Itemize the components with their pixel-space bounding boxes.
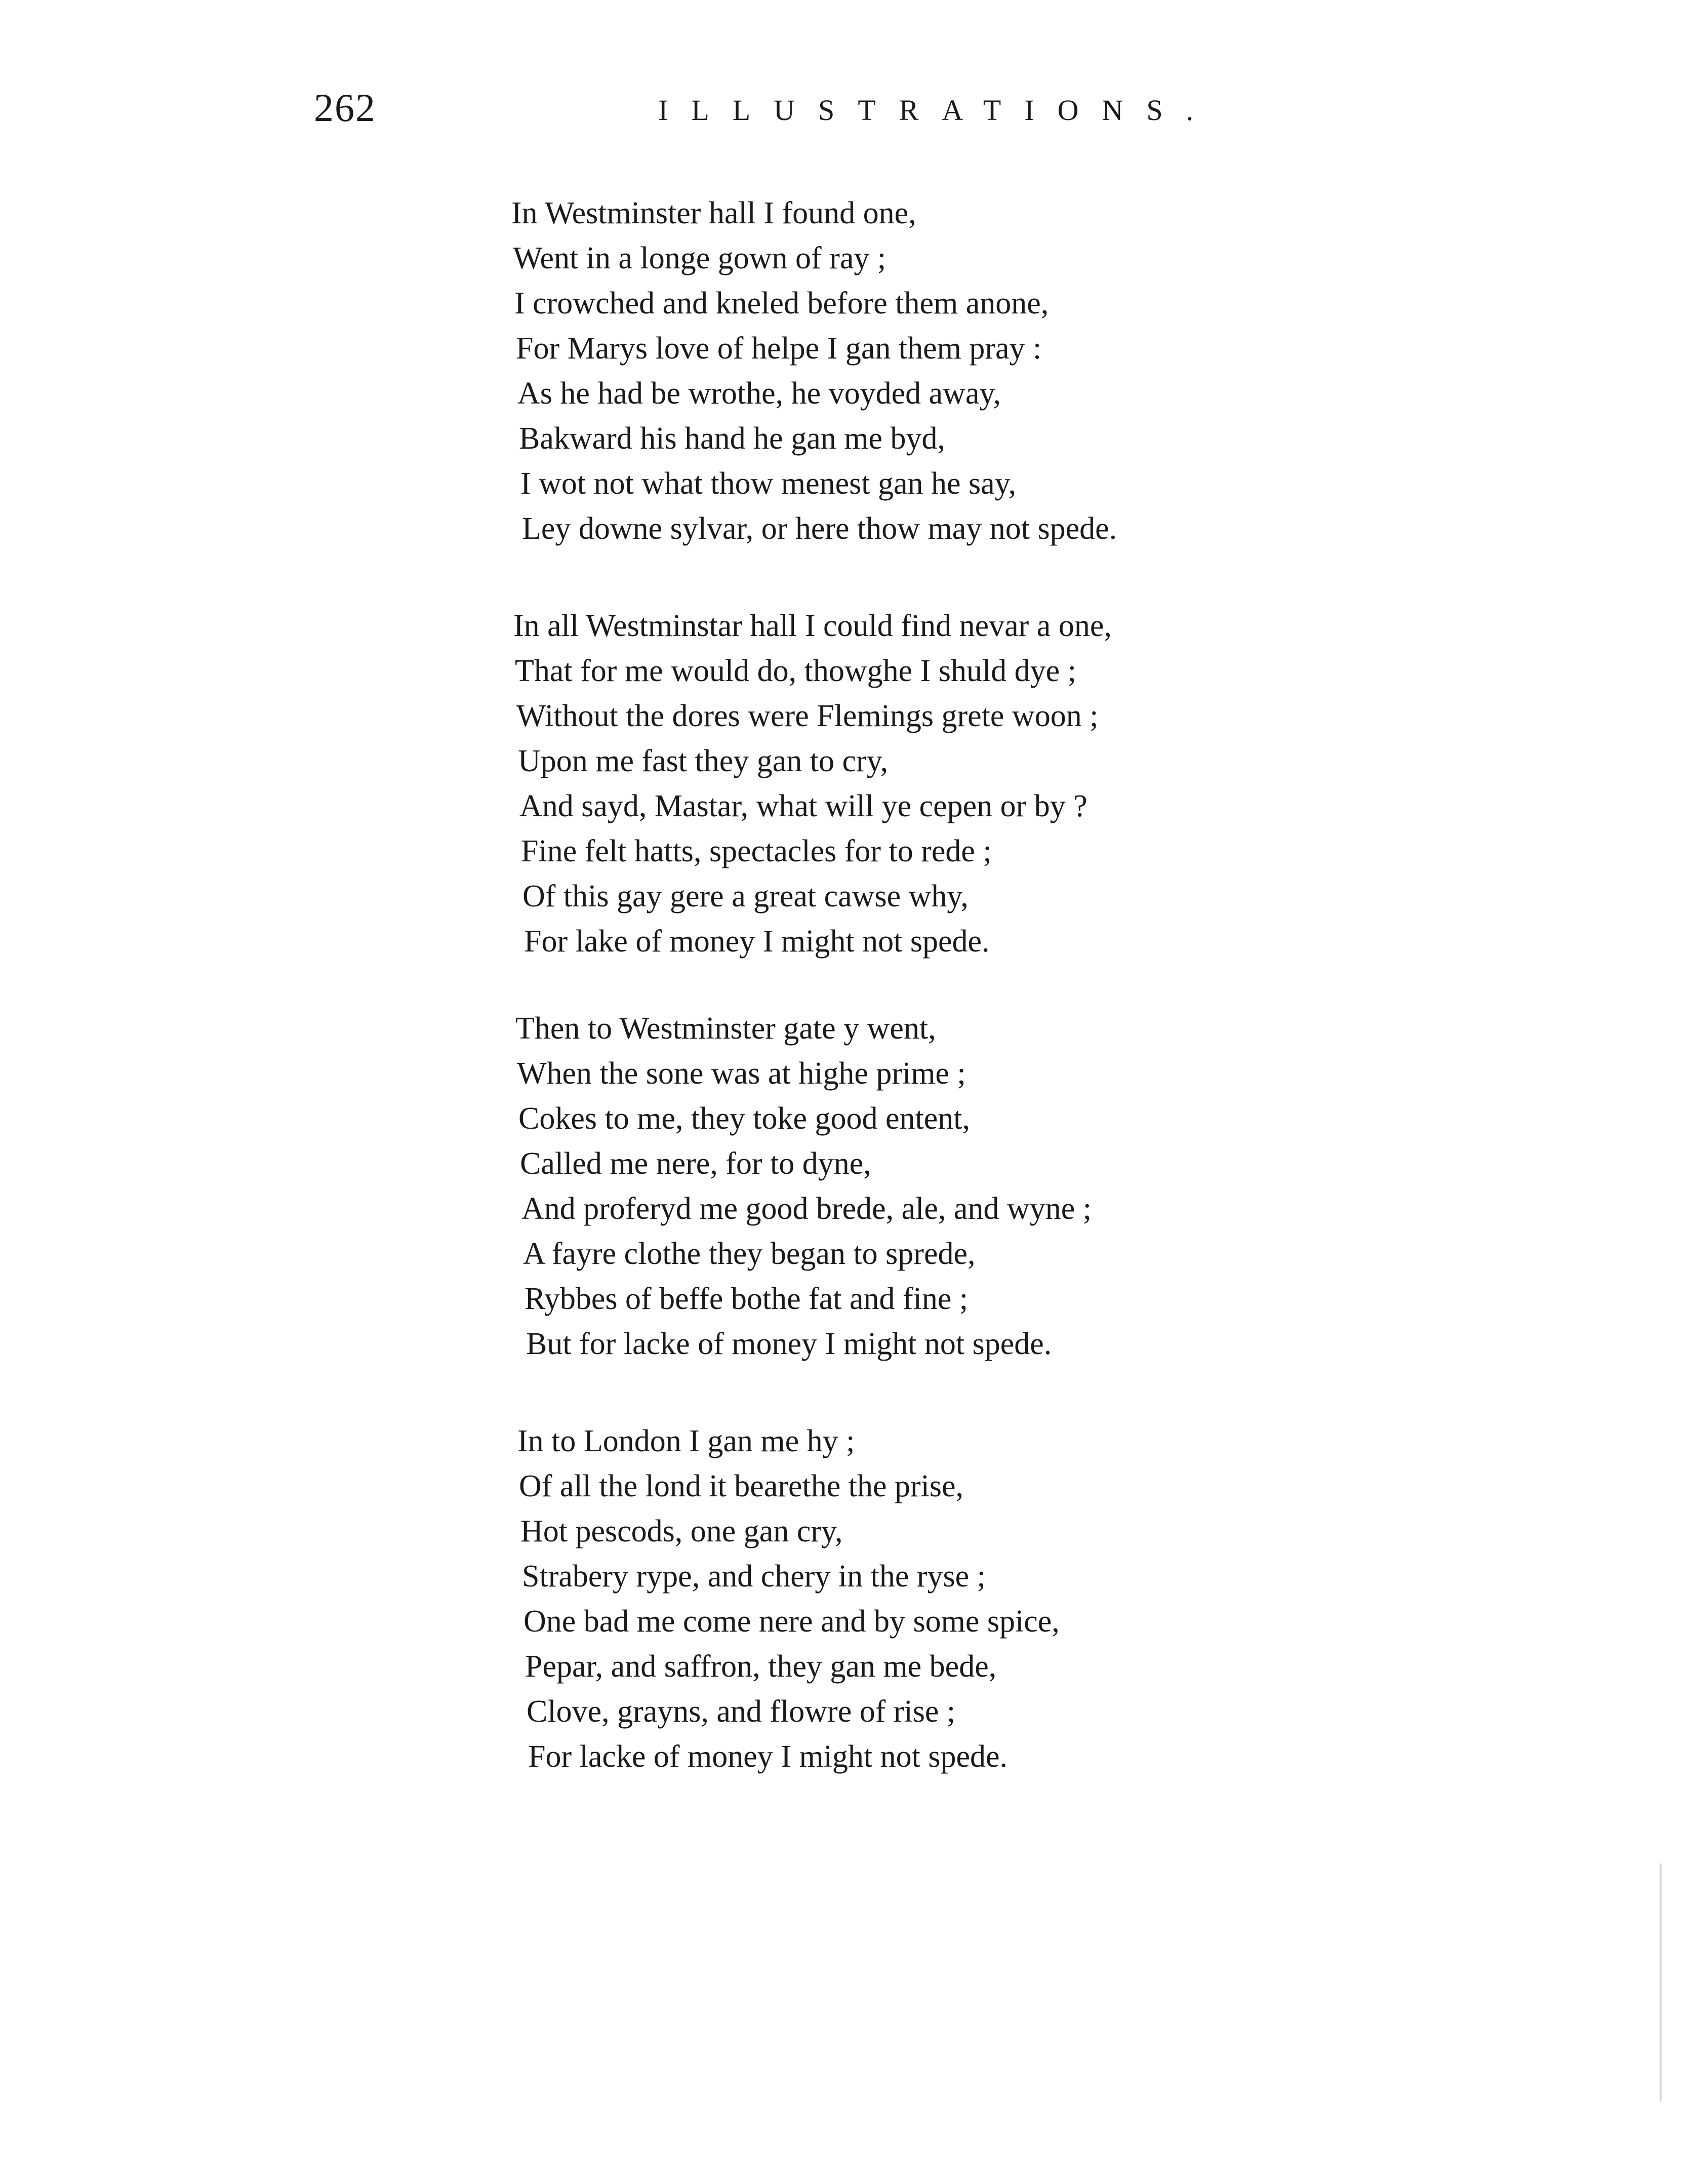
poem-line: For lake of money I might not spede. xyxy=(524,924,990,959)
poem-line: For Marys love of helpe I gan them pray : xyxy=(516,331,1042,366)
poem-line: And sayd, Mastar, what will ye cepen or by ? xyxy=(519,789,1087,823)
poem-line: Hot pescods, one gan cry, xyxy=(520,1514,843,1548)
poem-line: I crowched and kneled before them anone, xyxy=(514,286,1049,321)
poem-line: Strabery rype, and chery in the ryse ; xyxy=(522,1559,986,1594)
poem-line: Without the dores were Flemings grete woon ; xyxy=(516,699,1099,733)
poem-line: When the sone was at highe prime ; xyxy=(517,1056,966,1091)
poem-line: Fine felt hatts, spectacles for to rede ; xyxy=(521,834,992,868)
poem-line: That for me would do, thowghe I shuld dye ; xyxy=(515,654,1076,688)
poem-line: Pepar, and saffron, they gan me bede, xyxy=(525,1649,997,1684)
poem-line: And proferyd me good brede, ale, and wyne ; xyxy=(521,1192,1092,1226)
poem-line: Called me nere, for to dyne, xyxy=(520,1146,871,1181)
poem-line: One bad me come nere and by some spice, xyxy=(523,1604,1060,1639)
running-head: ILLUSTRATIONS. xyxy=(658,94,1217,127)
poem-line: Bakward his hand he gan me byd, xyxy=(519,421,945,456)
poem-line: Rybbes of beffe bothe fat and fine ; xyxy=(525,1282,969,1316)
poem-line: As he had be wrothe, he voyded away, xyxy=(517,376,1001,411)
poem-line: Cokes to me, they toke good entent, xyxy=(518,1101,970,1136)
poem-line: Of all the lond it bearethe the prise, xyxy=(519,1469,964,1503)
poem-line: Clove, grayns, and flowre of rise ; xyxy=(527,1694,956,1729)
poem-line: In to London I gan me hy ; xyxy=(517,1424,855,1458)
poem-line: I wot not what thow menest gan he say, xyxy=(520,466,1017,501)
poem-line: For lacke of money I might not spede. xyxy=(528,1739,1008,1774)
poem-line: Upon me fast they gan to cry, xyxy=(518,744,889,778)
poem-line: In Westminster hall I found one, xyxy=(511,196,916,230)
poem-line: A fayre clothe they began to sprede, xyxy=(523,1237,976,1271)
poem-line: In all Westminstar hall I could find nevar a one, xyxy=(513,609,1112,643)
page-number: 262 xyxy=(314,86,376,130)
poem-line: Went in a longe gown of ray ; xyxy=(513,241,886,275)
poem-line: Of this gay gere a great cawse why, xyxy=(522,879,969,914)
poem-line: Then to Westminster gate y went, xyxy=(515,1011,936,1046)
page-edge-mark xyxy=(1660,1863,1662,2101)
poem-line: But for lacke of money I might not spede. xyxy=(526,1327,1052,1361)
poem-line: Ley downe sylvar, or here thow may not spede. xyxy=(522,511,1117,546)
